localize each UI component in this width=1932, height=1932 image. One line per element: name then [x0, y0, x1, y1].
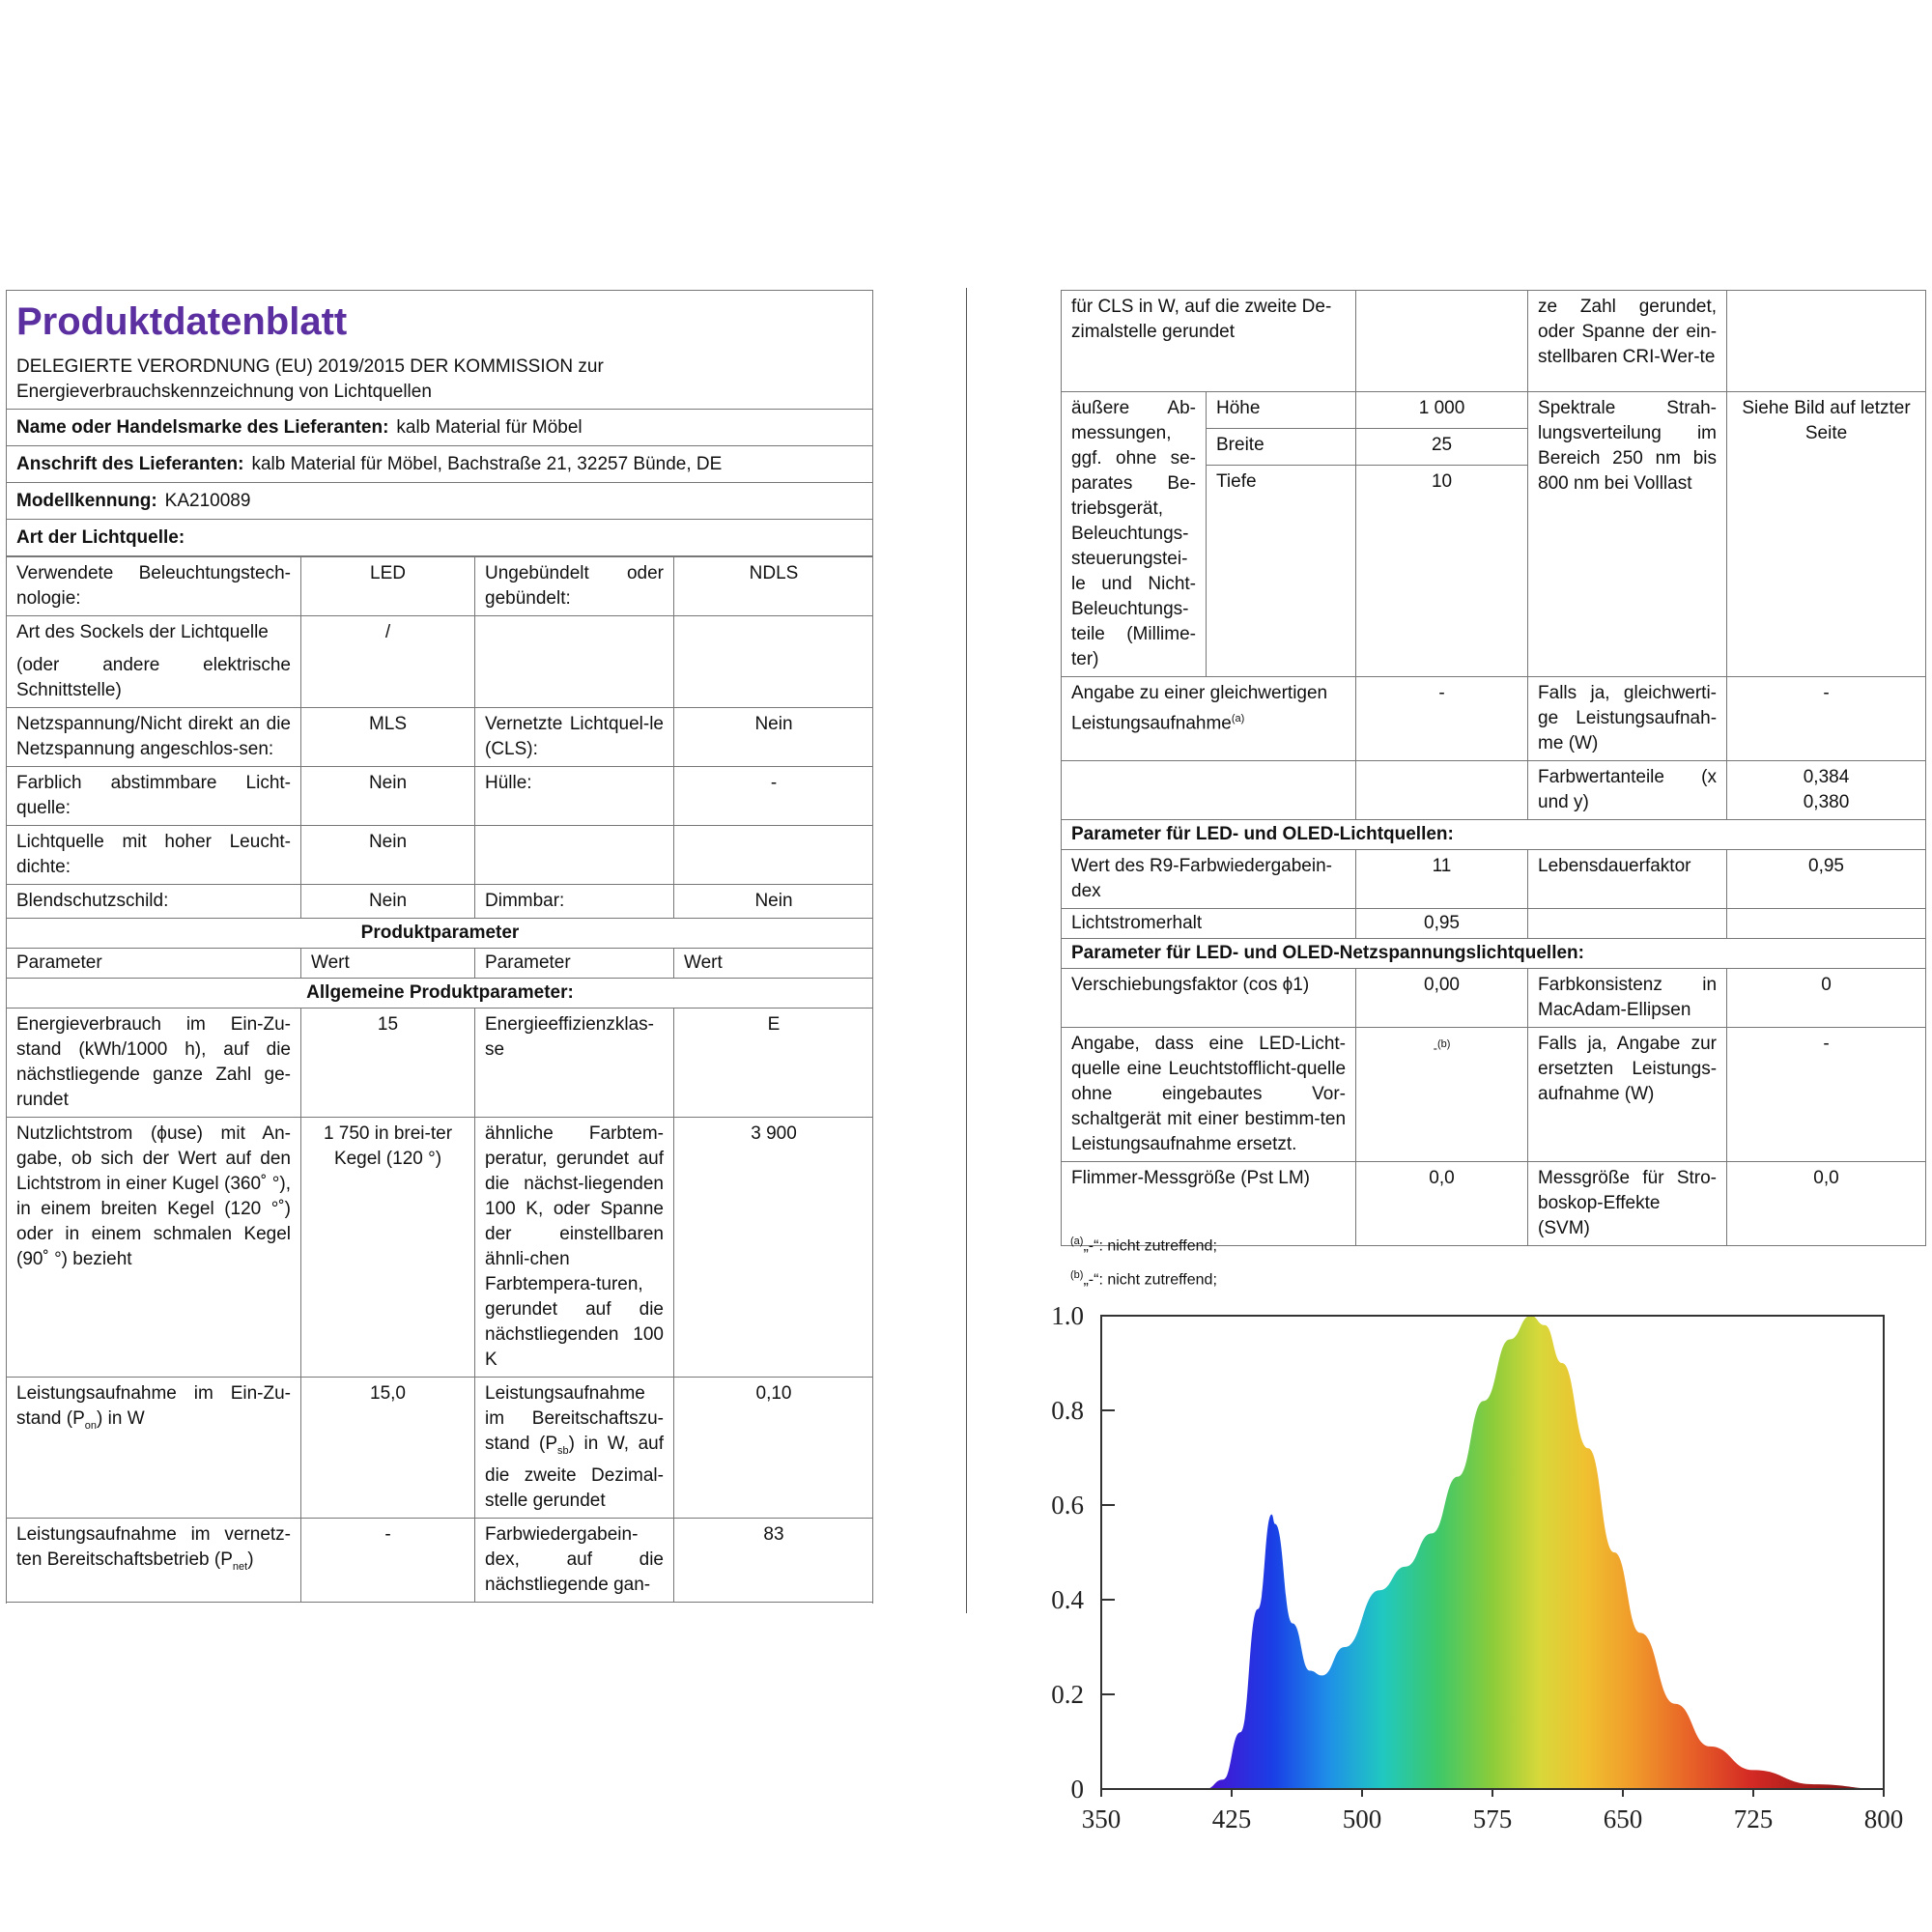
- page-title: Produktdatenblatt: [16, 300, 348, 343]
- height-label: Höhe: [1207, 392, 1356, 429]
- table-row: [7, 1518, 874, 1602]
- footnote-a-mark: (a): [1070, 1236, 1084, 1247]
- equiv-power-label: Falls ja, gleichwerti-ge Leistungsaufnah-me (W): [1528, 677, 1727, 761]
- spectral-distribution-chart: [1043, 1294, 1932, 1835]
- supplier-address-label: Anschrift des Lieferanten:: [16, 454, 244, 474]
- chart-plot-area: [1051, 1301, 1903, 1833]
- mains-value: MLS: [301, 708, 475, 767]
- spectral-label: Spektrale Strah-lungsverteilung im Bereich 250 nm bis 800 nm bei Volllast: [1528, 392, 1727, 677]
- mains-label: Netzspannung/Nicht direkt an die Netzspannung angeschlos-sen:: [7, 708, 301, 767]
- net-standby-label-text: Leistungsaufnahme im vernetz-ten Bereitschaftsbetrieb (P: [16, 1523, 291, 1570]
- left-datasheet-panel: [6, 290, 873, 1604]
- glare-label: Blendschutzschild:: [7, 885, 301, 919]
- chroma-x-value: 0,384: [1803, 767, 1850, 787]
- footnote-b: [1070, 1261, 1217, 1294]
- net-standby-value: -: [301, 1518, 475, 1602]
- cls-standby-cont-label: für CLS in W, auf die zweite De-zimalstelle gerundet: [1062, 291, 1356, 392]
- table-row: [1062, 291, 1926, 392]
- equiv-power-value: -: [1727, 677, 1926, 761]
- width-label: Breite: [1207, 429, 1356, 466]
- table-row: [7, 1378, 874, 1519]
- column-header-value: Wert: [674, 949, 874, 979]
- general-params-heading: Allgemeine Produktparameter:: [7, 979, 874, 1009]
- empty-cell: [674, 826, 874, 885]
- table-row: [1062, 820, 1926, 850]
- table-row: [1062, 850, 1926, 909]
- cct-label: ähnliche Farbtem-peratur, gerundet auf die nächst-liegenden 100 K, oder Spanne der einstellbaren ähnli-chen Farbtempera-turen, gerundet auf die nächstliegenden 100 K: [475, 1118, 674, 1378]
- dimmable-value: Nein: [674, 885, 874, 919]
- replace-power-label: Falls ja, Angabe zur ersetzten Leistungs-aufnahme (W): [1528, 1028, 1727, 1162]
- empty-cell: [475, 616, 674, 708]
- supplier-name-row: [7, 409, 872, 445]
- datasheet-header: [7, 291, 872, 409]
- supplier-address-value: kalb Material für Möbel, Bachstraße 21, 32257 Bünde, DE: [251, 454, 723, 474]
- stroboscopic-label: Messgröße für Stro-boskop-Effekte (SVM): [1528, 1162, 1727, 1246]
- footnote-b-text: „-“: nicht zutreffend;: [1083, 1271, 1217, 1289]
- net-standby-label-end: ): [247, 1548, 254, 1570]
- table-row: [7, 557, 874, 616]
- table-row: [7, 767, 874, 826]
- socket-label: [7, 616, 301, 708]
- empty-cell: [475, 826, 674, 885]
- mains-led-params-heading: Parameter für LED- und OLED-Netzspannungslichtquellen:: [1062, 939, 1926, 969]
- spectral-value: Siehe Bild auf letzter Seite: [1727, 392, 1926, 677]
- high-luminance-label: Lichtquelle mit hoher Leucht-dichte:: [7, 826, 301, 885]
- empty-cell: [1727, 909, 1926, 939]
- on-power-label: [7, 1378, 301, 1519]
- cls-value: Nein: [674, 708, 874, 767]
- table-row: [7, 708, 874, 767]
- r9-label: Wert des R9-Farbwiedergabein-dex: [1062, 850, 1356, 909]
- light-source-type-label: Art der Lichtquelle:: [16, 527, 185, 548]
- subtitle-line-2: Energieverbrauchskennzeichnung von Lichtquellen: [16, 382, 432, 402]
- on-power-label-text: Leistungsaufnahme im Ein-Zu-stand (P: [16, 1383, 291, 1429]
- table-row: [7, 1118, 874, 1378]
- regulation-subtitle: [16, 355, 863, 405]
- replace-label: Angabe, dass eine LED-Licht-quelle eine Leuchtstofflicht-quelle ohne eingebautes Vor-schaltgerät mit einer bestimm-ten Leistungsaufnahme ersetzt.: [1062, 1028, 1356, 1162]
- cri-label: Farbwiedergabein-dex, auf die nächstliegende gan-: [475, 1518, 674, 1602]
- y-tick-label: 0: [1070, 1775, 1084, 1804]
- socket-label-line-2: (oder andere elektrische Schnittstelle): [16, 655, 291, 700]
- on-power-label-unit: ) in W: [97, 1408, 145, 1429]
- table-row: [1062, 761, 1926, 820]
- cct-value: 3 900: [674, 1118, 874, 1378]
- energy-value: 15: [301, 1009, 475, 1118]
- envelope-label: Hülle:: [475, 767, 674, 826]
- supplier-name-value: kalb Material für Möbel: [396, 417, 582, 438]
- column-divider: [966, 288, 967, 1613]
- table-row: [1062, 939, 1926, 969]
- x-tick-label: 575: [1472, 1804, 1513, 1833]
- table-row: [1062, 1028, 1926, 1162]
- empty-cell: [1356, 291, 1528, 392]
- standby-value: 0,10: [674, 1378, 874, 1519]
- subtitle-line-1: DELEGIERTE VERORDNUNG (EU) 2019/2015 DER KOMMISSION zur: [16, 356, 604, 377]
- x-tick-label: 350: [1081, 1804, 1122, 1833]
- model-row: [7, 482, 872, 519]
- colour-tunable-value: Nein: [301, 767, 475, 826]
- equiv-label-text: Angabe zu einer gleichwertigen Leistungsaufnahme: [1071, 683, 1328, 734]
- y-tick-label: 0.2: [1051, 1680, 1084, 1709]
- y-tick-label: 1.0: [1051, 1301, 1084, 1330]
- led-params-heading: Parameter für LED- und OLED-Lichtquellen:: [1062, 820, 1926, 850]
- footnotes: [1070, 1227, 1217, 1295]
- standby-label-text: Leistungsaufnahme im Bereitschaftszu-stand (P: [485, 1383, 664, 1454]
- column-header-parameter: Parameter: [475, 949, 674, 979]
- technology-value: LED: [301, 557, 475, 616]
- flux-value: 1 750 in brei-ter Kegel (120 °): [301, 1118, 475, 1378]
- empty-cell: [1528, 909, 1727, 939]
- dimmable-label: Dimmbar:: [475, 885, 674, 919]
- equiv-value: -: [1356, 677, 1528, 761]
- footnote-b-mark: (b): [1070, 1269, 1084, 1282]
- y-tick-label: 0.6: [1051, 1491, 1084, 1520]
- efficiency-value: E: [674, 1009, 874, 1118]
- table-row: [1062, 909, 1926, 939]
- y-tick-label: 0.4: [1051, 1585, 1084, 1614]
- survival-label: Lebensdauerfaktor: [1528, 850, 1727, 909]
- net-standby-label: [7, 1518, 301, 1602]
- x-tick-label: 650: [1603, 1804, 1643, 1833]
- right-datasheet-panel: [1061, 290, 1925, 1246]
- on-power-subscript: on: [84, 1419, 98, 1432]
- flicker-label: Flimmer-Messgröße (Pst LM): [1062, 1162, 1356, 1246]
- replace-value-text: -: [1433, 1040, 1437, 1056]
- table-row: [1062, 969, 1926, 1028]
- efficiency-label: Energieeffizienzklas-se: [475, 1009, 674, 1118]
- socket-label-line-1: Art des Sockels der Lichtquelle: [16, 622, 269, 642]
- supplier-address-row: [7, 445, 872, 482]
- glare-value: Nein: [301, 885, 475, 919]
- table-row: [1062, 677, 1926, 761]
- chroma-label: Farbwertanteile (x und y): [1528, 761, 1727, 820]
- table-header-row: [7, 949, 874, 979]
- stroboscopic-value: 0,0: [1727, 1162, 1926, 1246]
- spectrum-area: [1101, 1316, 1884, 1789]
- column-header-value: Wert: [301, 949, 475, 979]
- supplier-name-label: Name oder Handelsmarke des Lieferanten:: [16, 417, 389, 438]
- replace-value: [1356, 1028, 1528, 1162]
- energy-label: Energieverbrauch im Ein-Zu-stand (kWh/1000 h), auf die nächstliegende ganze Zahl ge-rundet: [7, 1009, 301, 1118]
- x-tick-label: 800: [1863, 1804, 1904, 1833]
- r9-value: 11: [1356, 850, 1528, 909]
- displacement-label: Verschiebungsfaktor (cos ϕ1): [1062, 969, 1356, 1028]
- width-value: 25: [1356, 429, 1528, 466]
- light-source-type-row: [7, 519, 872, 556]
- chroma-value: [1727, 761, 1926, 820]
- model-label: Modellkennung:: [16, 491, 157, 511]
- empty-cell: [674, 616, 874, 708]
- x-tick-label: 425: [1211, 1804, 1252, 1833]
- socket-value: /: [301, 616, 475, 708]
- model-value: KA210089: [164, 491, 251, 511]
- technology-label: Verwendete Beleuchtungstech-nologie:: [7, 557, 301, 616]
- table-row: [7, 919, 874, 949]
- empty-cell: [1356, 761, 1528, 820]
- table-row: [7, 979, 874, 1009]
- lumen-maintenance-value: 0,95: [1356, 909, 1528, 939]
- empty-cell: [1727, 291, 1926, 392]
- footnote-a-text: „-“: nicht zutreffend;: [1083, 1237, 1217, 1255]
- survival-value: 0,95: [1727, 850, 1926, 909]
- net-standby-subscript: net: [232, 1560, 248, 1573]
- bundled-value: NDLS: [674, 557, 874, 616]
- standby-label-unit: ) in W, auf die zweite Dezimal-stelle gerundet: [485, 1434, 664, 1511]
- footnote-a: [1070, 1227, 1217, 1261]
- replace-footnote-mark: (b): [1436, 1038, 1451, 1050]
- depth-label: Tiefe: [1207, 466, 1356, 677]
- dimensions-label: äußere Ab-messungen, ggf. ohne se-parates Be-triebsgerät, Beleuchtungs-steuerungstei-le und Nicht-Beleuchtungs-teile (Millime-ter): [1062, 392, 1207, 677]
- table-row: [7, 885, 874, 919]
- high-luminance-value: Nein: [301, 826, 475, 885]
- y-tick-label: 0.8: [1051, 1396, 1084, 1425]
- envelope-value: -: [674, 767, 874, 826]
- colour-consistency-label: Farbkonsistenz in MacAdam-Ellipsen: [1528, 969, 1727, 1028]
- table-row: [1062, 392, 1926, 429]
- x-tick-label: 500: [1342, 1804, 1382, 1833]
- table-row: [7, 826, 874, 885]
- on-power-value: 15,0: [301, 1378, 475, 1519]
- product-params-heading: Produktparameter: [7, 919, 874, 949]
- bundled-label: Ungebündelt oder gebündelt:: [475, 557, 674, 616]
- x-tick-label: 725: [1733, 1804, 1774, 1833]
- colour-tunable-label: Farblich abstimmbare Licht-quelle:: [7, 767, 301, 826]
- standby-label: [475, 1378, 674, 1519]
- empty-cell: [1062, 761, 1356, 820]
- flicker-value: 0,0: [1356, 1162, 1528, 1246]
- table-row: [7, 1009, 874, 1118]
- replace-power-value: -: [1727, 1028, 1926, 1162]
- cri-cont-label: ze Zahl gerundet, oder Spanne der ein-stellbaren CRI-Wer-te: [1528, 291, 1727, 392]
- right-parameter-table: [1061, 290, 1926, 1246]
- equiv-footnote-mark: (a): [1231, 713, 1245, 724]
- cls-label: Vernetzte Lichtquel-le (CLS):: [475, 708, 674, 767]
- lumen-maintenance-label: Lichtstromerhalt: [1062, 909, 1356, 939]
- displacement-value: 0,00: [1356, 969, 1528, 1028]
- column-header-parameter: Parameter: [7, 949, 301, 979]
- cri-value: 83: [674, 1518, 874, 1602]
- left-parameter-table: [6, 556, 873, 1603]
- flux-label: Nutzlichtstrom (ϕuse) mit An-gabe, ob sich der Wert auf den Lichtstrom in einer Kugel (360˚ °), in einem breiten Kegel (120 °˚) oder in einem schmalen Kegel (90˚ °) bezieht: [7, 1118, 301, 1378]
- standby-subscript: sb: [557, 1444, 569, 1457]
- chroma-y-value: 0,380: [1803, 792, 1850, 812]
- depth-value: 10: [1356, 466, 1528, 677]
- table-row: [7, 616, 874, 708]
- equiv-label: [1062, 677, 1356, 761]
- colour-consistency-value: 0: [1727, 969, 1926, 1028]
- height-value: 1 000: [1356, 392, 1528, 429]
